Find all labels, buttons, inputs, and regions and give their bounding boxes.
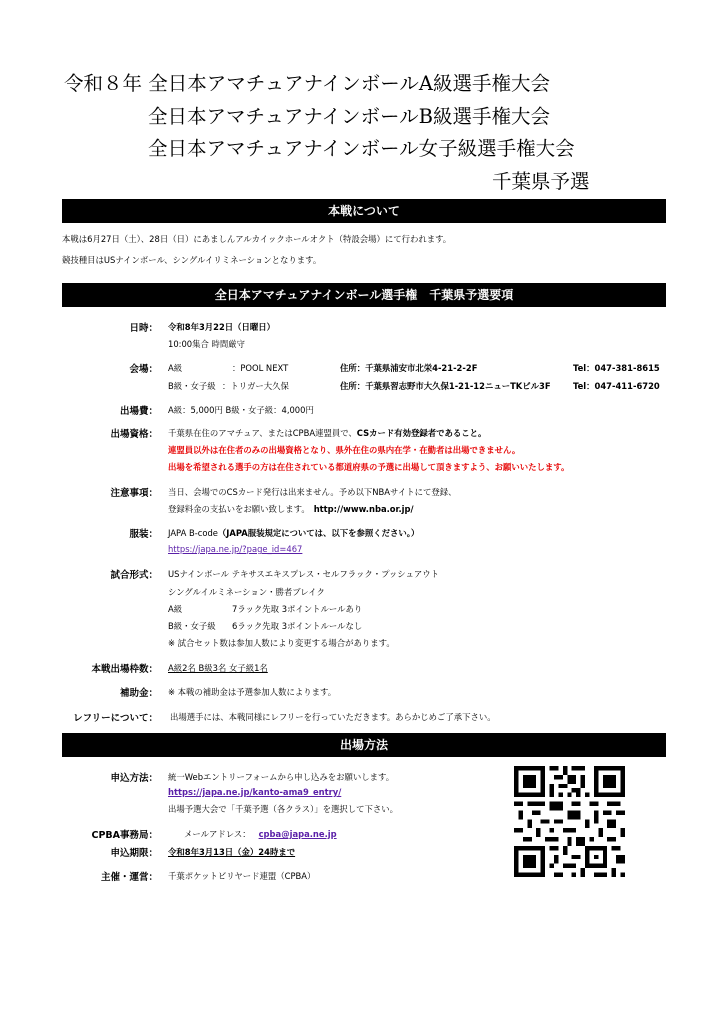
qr-code-icon[interactable] (514, 766, 625, 877)
deadline-value: 令和8年3月13日（金）24時まで (168, 847, 296, 857)
referee-label: レフリーについて： (73, 713, 158, 724)
qualification-text (168, 427, 486, 439)
qualification-warning-1: 連盟員以外は在住者のみの出場資格となり、県外在住の県内在学・在勤者は出場できません。 (168, 445, 521, 455)
venue-a-name: ：POOL NEXT (232, 363, 289, 373)
notes-label: 注意事項： (110, 488, 158, 499)
qualification-text-plain: 千葉県在住のアマチュア、またはCPBA連盟員で、 (168, 428, 357, 438)
main-info-line-1: 本戦は6月27日（土）、28日（日）にあましんアルカイックホールオクト（特設会場）にて行われます。 (62, 234, 452, 244)
subsidy-label: 補助金： (119, 688, 158, 699)
section-header-main: 本戦について (62, 199, 666, 223)
deadline-label: 申込期限： (110, 848, 158, 859)
dress-text-plain: JAPA B-code (168, 528, 218, 538)
format-line-2: シングルイルミネーション・勝者ブレイク (168, 587, 325, 597)
qualification-label: 出場資格： (110, 429, 158, 440)
venue-b-tel: Tel：047-411-6720 (573, 381, 660, 391)
format-line-1: USナインボール テキサスエキスプレス・セルフラック・プッシュアウト (168, 569, 439, 579)
format-a-rule: 7ラック先取 3ポイントルールあり (232, 604, 363, 614)
apply-line-1: 統一Webエントリーフォームから申し込みをお願いします。 (168, 772, 395, 782)
venue-a-class: A級 (168, 363, 183, 373)
format-a-class: A級 (168, 604, 183, 614)
venue-b-name: ：トリガー大久保 (222, 381, 289, 391)
format-b-rule: 6ラック先取 3ポイントルールなし (232, 621, 363, 631)
format-b-class: B級・女子級 (168, 621, 216, 631)
format-note: ※ 試合セット数は参加人数により変更する場合があります。 (168, 638, 395, 648)
date-value: 令和8年3月22日（日曜日） (168, 322, 276, 332)
format-label: 試合形式： (110, 570, 158, 581)
fee-value: A級：5,000円 B級・女子級：4,000円 (168, 405, 314, 415)
notes-line-1: 当日、会場でのCSカード発行は出来ません。予め以下NBAサイトにて登録、 (168, 487, 457, 497)
title-line-1: 令和８年 全日本アマチュアナインボールA級選手権大会 (64, 72, 550, 95)
title-line-4: 千葉県予選 (492, 170, 590, 193)
nba-link[interactable]: http://www.nba.or.jp/ (313, 504, 414, 514)
notes-line-2-text: 登録料金の支払いをお願い致します。 (168, 504, 310, 514)
section-header-entry: 出場方法 (62, 733, 666, 757)
title-line-3: 全日本アマチュアナインボール女子級選手権大会 (148, 137, 575, 160)
entry-form-link[interactable]: https://japa.ne.jp/kanto-ama9_entry/ (168, 787, 342, 797)
apply-label: 申込方法： (110, 773, 158, 784)
host-value: 千葉ポケットビリヤード連盟（CPBA） (168, 871, 316, 881)
office-text (184, 828, 337, 840)
date-label: 日時： (129, 323, 158, 334)
title-line-2: 全日本アマチュアナインボールB級選手権大会 (148, 105, 550, 128)
qualification-warning-2: 出場を希望される選手の方は在住されている都道府県の予選に出場して頂きますよう、お願いいたします。 (168, 462, 570, 472)
venue-b-address: 住所：千葉県習志野市大久保1-21-12ニューTKビル3F (340, 381, 551, 391)
office-label: CPBA事務局： (91, 830, 158, 841)
office-email-link[interactable]: cpba@japa.ne.jp (258, 829, 337, 839)
subsidy-value: ※ 本戦の補助金は予選参加人数によります。 (168, 687, 337, 697)
slots-value: A級2名 B級3名 女子級1名 (168, 663, 268, 673)
venue-label: 会場： (129, 364, 158, 375)
qualification-text-bold: CSカード有効登録者であること。 (356, 428, 487, 438)
dress-label: 服装： (129, 529, 158, 540)
dress-code-link[interactable]: https://japa.ne.jp/?page_id=467 (168, 544, 303, 554)
office-text-label: メールアドレス： (184, 829, 251, 839)
date-sub: 10:00集合 時間厳守 (168, 339, 246, 349)
referee-value: 出場選手には、本戦同様にレフリーを行っていただきます。あらかじめご了承下さい。 (170, 712, 496, 722)
notes-line-2 (168, 503, 414, 515)
dress-text-bold: （JAPA服装規定については、以下を参照ください。） (217, 528, 420, 538)
fee-label: 出場費： (119, 406, 158, 417)
apply-line-2: 出場予選大会で「千葉予選（各クラス）」を選択して下さい。 (168, 804, 399, 814)
venue-b-class: B級・女子級 (168, 381, 216, 391)
section-header-yoko: 全日本アマチュアナインボール選手権 千葉県予選要項 (62, 283, 666, 307)
host-label: 主催・運営： (100, 872, 158, 883)
dress-text (168, 527, 419, 539)
venue-a-address: 住所：千葉県浦安市北栄4-21-2-2F (340, 363, 478, 373)
venue-a-tel: Tel：047-381-8615 (573, 363, 660, 373)
slots-label: 本戦出場枠数： (91, 664, 158, 675)
main-info-line-2: 競技種目はUSナインボール、シングルイリミネーションとなります。 (62, 255, 322, 265)
